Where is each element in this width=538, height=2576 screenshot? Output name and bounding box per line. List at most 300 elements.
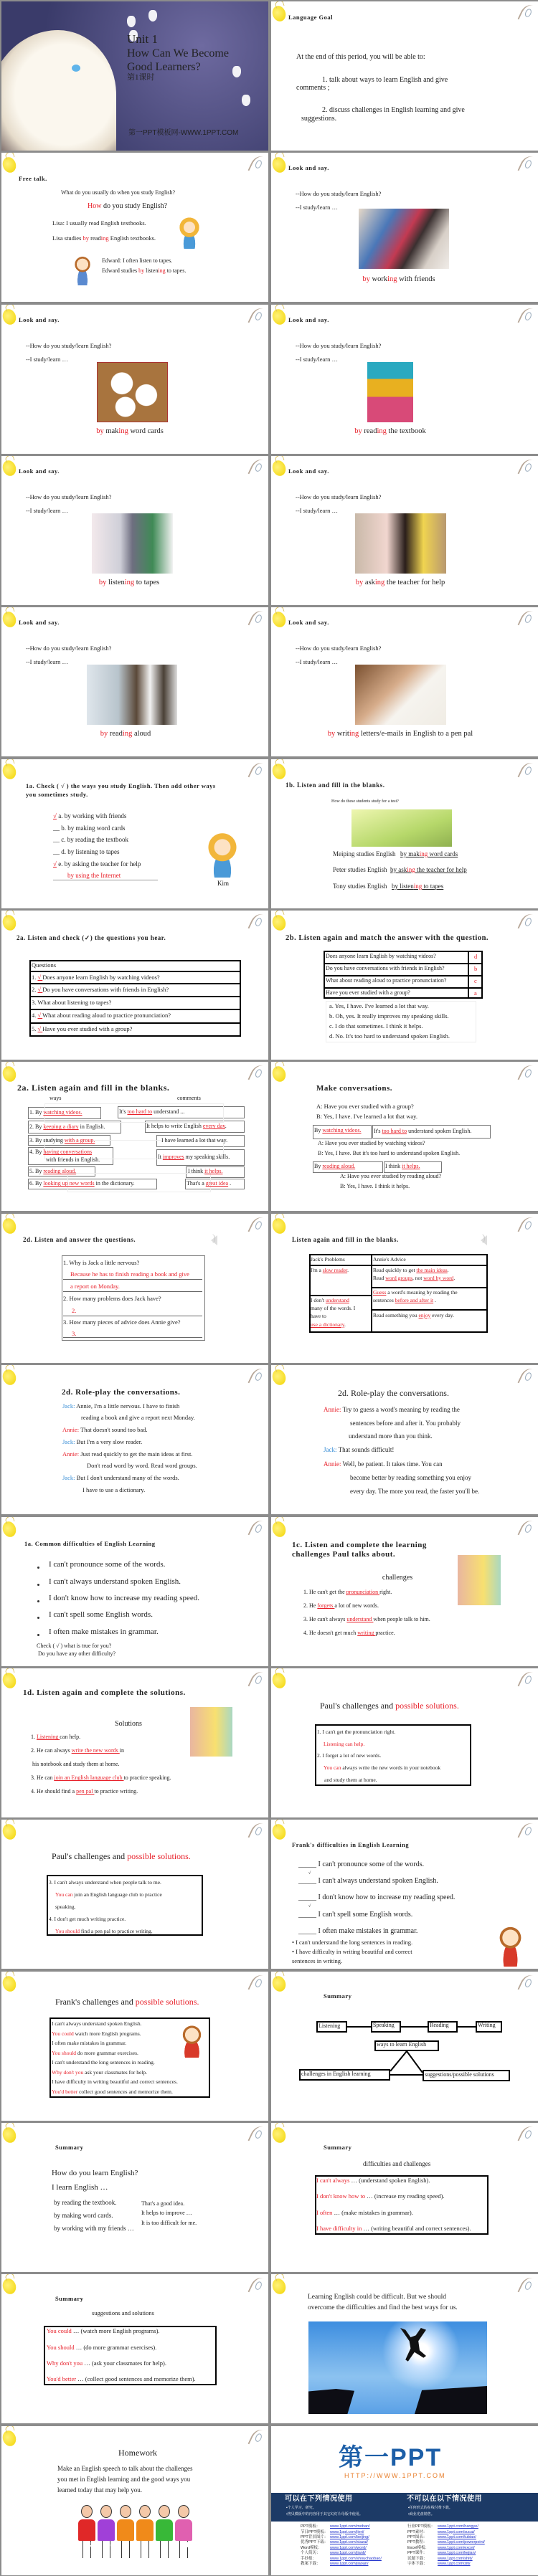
slide-text: --How do you study/learn English? [26,493,112,501]
slide-text: ▪任何形式的在线付费下载。 [408,2505,453,2510]
text-segment: Annie: [324,1405,341,1413]
slide-text: d. No. It's too hard to understand spoken English. [329,1032,450,1040]
slide-text: 优秀PPT下载： [301,2540,329,2545]
slide-13 [1,911,268,1060]
text-segment: word groups [385,1274,413,1281]
slide-17 [1,1214,268,1363]
text-segment: 3. He can't always [303,1616,347,1623]
text-segment: aloud [132,729,151,738]
text-segment: … (increase my reading speed). [365,2192,445,2200]
slide-text [474,965,477,972]
text-segment: to practice speaking. [123,1774,171,1782]
bullet-icon [37,1634,39,1636]
lemon-icon [1,762,18,781]
slide-text [392,883,443,890]
slide-text [31,1788,138,1795]
feather-icon [247,1063,268,1085]
slide-text [474,989,477,997]
slide-text [374,1128,471,1135]
slide-text: Lisa: I usually read English textbooks. [52,219,146,227]
slide-title: Look and say. [19,619,60,627]
slide-9 [1,607,268,756]
slide-text: I can't understand the long sentences in reading. [52,2058,155,2066]
text-segment: ing [158,267,166,275]
feather-icon [247,760,268,783]
text-segment: But I don't understand many of the words. [75,1474,179,1482]
text-segment: pen pal [76,1788,95,1795]
speaker-icon[interactable] [211,1235,217,1245]
slide-text: I don't know how to increase my reading speed. [49,1594,200,1603]
slide-text: suggestions. [301,115,337,123]
text-segment: reading aloud. [43,1168,77,1175]
connector-line [29,983,241,984]
slide-text: Solutions [115,1720,142,1728]
text-segment: ing [387,275,397,283]
slide-text: ways [49,1095,62,1102]
connector-line [29,996,241,997]
slide-text [70,1283,120,1290]
slide-text: --How do you study/learn English? [296,190,382,198]
slide-text: 2. How many problems does Jack have? [63,1295,161,1303]
feather-icon [247,2427,268,2450]
text-segment: by [82,234,89,242]
slide-title: 1a. Check ( √ ) the ways you study English. Then add other ways [26,782,216,790]
slide-title: Free talk. [19,175,47,183]
flower-icon [232,66,241,77]
flower-icon [148,10,157,22]
slide-text: ▪拷贝模板中的内容用于其它幻灯片母版中使用。 [286,2511,363,2516]
slide-text: --How do you study/learn English? [296,493,382,501]
text-segment: … (ask your classmates for help). [82,2359,167,2367]
link[interactable]: www.1ppt.com/jiaoan/ [330,2561,369,2566]
slide-text: ▪个人学习、研究。 [286,2505,316,2510]
slide-7 [1,456,268,605]
slide-text: Meiping studies English [333,850,396,857]
feather-icon [517,153,538,176]
slide-text [400,850,458,858]
link[interactable]: www.1ppt.com/jieri/ [330,2529,364,2534]
text-segment: I can't always [316,2177,350,2185]
slide-text [362,275,435,285]
connector-line [29,971,241,972]
slide-text: Listening [318,2023,341,2030]
slide-text: 3. I can't always understand when people talk to me. [49,1878,161,1886]
slide-text: challenges Paul talks about. [292,1550,396,1559]
text-segment: 3. [32,999,38,1007]
text-segment: by [96,427,104,435]
slide-text: __ d. by listening to tapes [53,847,120,855]
slide-text [52,2069,147,2076]
text-segment: It's [119,1108,128,1116]
text-segment: ask [363,578,375,586]
slide-23 [1,1668,268,1817]
text-segment: ask your classmates for help. [83,2068,147,2076]
slide-text: many of the words. I [311,1304,356,1311]
text-segment: Do you have conversations with friends in English? [42,986,169,994]
photo-book [367,362,413,422]
slide-34 [271,2426,538,2575]
slide-text [53,860,141,868]
connector-line [63,1279,202,1280]
text-segment: You could [52,2030,74,2037]
text-segment: Read [373,1274,386,1281]
slide-text: PPT模板： [301,2524,321,2529]
text-segment: But I'm a very slow reader. [75,1438,143,1446]
feather-icon [517,760,538,783]
slide-text: • I can't understand the long sentences in reading. [292,1939,413,1947]
slide-title: 2d. Role-play the conversations. [338,1387,449,1398]
speaker-icon[interactable] [481,1235,487,1245]
slide-text [29,1180,135,1187]
slide-text: I can't pronounce some of the words. [49,1560,166,1569]
text-segment: enjoy [418,1311,431,1318]
text-segment: letters/e-mails in English to a pen pal [359,729,473,738]
feather-icon [247,608,268,631]
link[interactable]: www.1ppt.com/shiti/ [438,2556,473,2561]
slide-title: Frank's difficulties in English Learning [292,1841,410,1849]
text-segment: the teacher for help [384,578,445,586]
text-segment: What about listening to tapes? [37,999,112,1007]
text-segment: Have you ever studied with a group? [42,1025,133,1033]
connector-line [324,963,483,964]
link[interactable]: www.1ppt.com/beijing/ [330,2534,369,2539]
text-segment: It [158,1154,163,1161]
text-segment: in English. [78,1123,105,1131]
slide-text: • I have difficulty in writing beautiful and correct [292,1948,412,1956]
slide-text: b. Oh, yes. It really improves my speaking skills. [329,1012,449,1020]
slide-text: have to [311,1312,326,1319]
slide-1 [1,1,268,151]
text-segment: right. [379,1589,392,1596]
connector-line [458,2026,476,2028]
slide-text [29,1109,82,1116]
lemon-icon [1,156,18,175]
lemon-icon [271,2126,288,2145]
slide-text: Edward: I often listen to tapes. [102,257,173,265]
text-segment: Frank's challenges and [55,1996,136,2007]
link[interactable]: www.1ppt.com/kejian/ [438,2551,476,2556]
slide-text: understand more than you think. [349,1432,433,1440]
slide-text [99,579,159,588]
text-segment: √ [37,1012,43,1020]
lemon-icon [1,1822,18,1842]
text-segment: ing [374,578,385,586]
link[interactable]: www.1ppt.com/sucai/ [438,2529,475,2534]
lemon-icon [1,1520,18,1539]
text-segment: ing [124,578,135,586]
slide-title: Look and say. [288,316,329,324]
lemon-icon [1,308,18,327]
slide-19 [1,1365,268,1514]
text-segment: You can [55,1891,73,1898]
text-segment: looking up new words [43,1180,95,1187]
slide-text: 节日PPT模板： [301,2529,329,2534]
lemon-icon [271,1065,288,1084]
slide-text: _____ I often make mistakes in grammar. [298,1927,418,1935]
slide-21 [1,1517,268,1666]
slide-8 [271,456,538,605]
feather-icon [517,2124,538,2147]
slide-22 [271,1517,538,1666]
slide-text [324,1460,443,1468]
slide-text: S [86,2541,92,2550]
slide-text: 3. How many pieces of advice does Annie give? [63,1318,181,1326]
text-segment: write the new words [71,1747,120,1754]
link[interactable]: www.1ppt.com/jianli/ [330,2551,366,2556]
text-segment: , not [412,1274,424,1281]
lemon-icon [1,1368,18,1387]
text-segment: read [108,729,123,738]
slide-title: 2d. Role-play the conversations. [62,1388,181,1397]
slide-text: What about reading aloud to practice pronunciation? [326,977,447,984]
text-segment: 4. By [29,1149,44,1156]
slide-title: 2a. Listen again and fill in the blanks. [17,1082,170,1093]
text-segment: 3. By studying [29,1137,65,1144]
slide-title: Summary [324,2144,352,2152]
link[interactable]: www.1ppt.com/powerpoint/ [438,2540,485,2545]
slide-text: I learn English … [52,2183,108,2192]
slide-text: 字体下载： [407,2561,428,2566]
slide-text [314,1127,362,1134]
slide-5 [1,305,268,454]
text-segment: 3. [72,1330,77,1338]
connector-line [372,1287,488,1288]
connector-line [390,2074,423,2076]
feather-icon [517,1669,538,1692]
slide-text [62,1438,142,1445]
kid-shirt [117,2519,134,2541]
link[interactable]: www.1ppt.com/word/ [330,2545,367,2550]
slide-text [354,427,425,437]
slide-text [474,953,477,960]
text-segment: slow reader [322,1266,348,1273]
text-segment: . [225,1123,227,1130]
text-segment: it helps. [402,1163,420,1170]
lemon-icon [271,2277,288,2296]
text-segment: It's [374,1128,382,1135]
slide-12 [271,759,538,908]
slide-text [324,1406,460,1414]
slide-text [188,1168,222,1175]
text-segment: pronunciation [346,1589,380,1596]
slide-27 [1,1972,268,2121]
text-segment: by listen [392,882,414,890]
feather-icon [517,1063,538,1085]
slide-text: ▪商业光盘销售。 [408,2511,435,2516]
feather-icon [517,911,538,934]
text-segment: word by word [423,1274,454,1281]
text-segment: You can [324,1764,341,1771]
text-segment: 2. [72,1307,77,1315]
link[interactable]: www.1ppt.com/shouchaobao/ [330,2556,382,2561]
slide-16 [271,1062,538,1211]
text-segment: Jack: [62,1474,75,1482]
feather-icon [517,2,538,25]
slide-text: Excel模板： [407,2545,429,2550]
slide-text [62,1474,179,1481]
slide-text: A: Have you ever studied by reading aloud? [340,1173,442,1180]
slide-text: with friends in English. [46,1156,100,1164]
slide-text: --How do you study/learn English? [296,645,382,652]
text-segment: collect good sentences and memorize them. [77,2088,173,2095]
connector-line [372,1309,488,1311]
slide-text: 第1课时 [127,73,155,82]
slide-text [311,1297,349,1303]
slide-text: e [144,2541,149,2550]
text-segment: watching videos. [322,1127,362,1134]
lemon-icon [1,1065,18,1084]
slide-text: c. I do that sometimes. I think it helps. [329,1022,423,1030]
slide-text: reading a book and give a report next Monday. [81,1414,195,1422]
text-segment: . [228,1180,232,1187]
slide-title: Homework [118,2447,157,2458]
feather-icon [247,1518,268,1541]
feather-icon [517,1820,538,1843]
slide-text [474,977,477,984]
text-segment: possible solutions. [135,1996,199,2007]
slide-31 [1,2274,268,2423]
text-segment: my speaking skills. [184,1154,230,1161]
feather-icon [517,1972,538,1995]
lemon-icon [1,2126,18,2145]
slide-text: _____ I can't always understand spoken English. [298,1877,438,1885]
slide-10 [271,607,538,756]
lemon-icon [1,1217,18,1236]
text-segment: √ [37,986,43,994]
lemon-icon [271,1671,288,1691]
slide-text: 第一PPT模板网-WWW.1PPT.COM [128,129,239,137]
bullet-icon [37,1567,39,1569]
text-segment: √ [37,1025,43,1033]
slide-text [373,1312,454,1318]
slide-text [53,812,126,820]
lemon-icon [271,1974,288,1994]
text-segment: 6. By [29,1180,44,1187]
link[interactable]: www.1ppt.com/moban/ [330,2524,370,2529]
link[interactable]: www.1ppt.com/tubiao/ [438,2534,476,2539]
kid-head [100,2505,112,2518]
feather-icon [517,608,538,631]
slide-text: --I study/learn … [26,658,69,666]
text-segment: ing [377,427,387,435]
feather-icon [247,911,268,934]
slide-text: 手抄报： [301,2556,317,2561]
bullet-icon [37,1584,39,1586]
slide-text: e [125,2541,130,2550]
text-segment: Annie: [324,1460,341,1468]
slide-text: PPT课件： [407,2551,428,2556]
text-segment: Jack: [324,1445,337,1453]
slide-15 [1,1062,268,1211]
text-segment: the textbook [386,427,426,435]
text-segment: to practice writing. [94,1788,138,1795]
text-segment: mak [103,427,119,435]
text-segment: √ [53,812,57,819]
kid-shirt [98,2519,115,2541]
text-segment: What about reading aloud to practice pronunciation? [42,1012,171,1020]
slide-text: speaking. [55,1903,76,1910]
slide-text [72,1330,76,1337]
slide-20 [271,1365,538,1514]
text-segment: Edward studies [102,267,139,275]
slide-text: Have you ever studied with a group? [326,989,410,997]
link[interactable]: www.1ppt.com/excel/ [438,2545,475,2550]
slide-text [303,1630,395,1637]
cliff-silhouette [415,2386,487,2414]
slide-text [311,1321,346,1328]
text-segment: I have difficulty in [316,2225,362,2233]
text-segment: That doesn't sound too bad. [79,1426,148,1434]
slide-text: I have learned a lot that way. [161,1137,228,1144]
text-segment: possible solutions. [127,1850,191,1861]
slide-title: Language Goal [288,14,333,22]
slide-text: It is too difficult for me. [141,2220,197,2227]
text-segment: Just read quickly to get the main ideas at first. [79,1450,193,1458]
text-segment: it helps. [204,1168,223,1175]
slide-text: suggestions/possible solutions [425,2071,494,2078]
slide-text: What do you usually do when you study English? [61,189,176,196]
text-segment: reading aloud. [322,1163,356,1170]
slide-2 [271,1,538,151]
text-segment: by ask [390,865,407,873]
slide-text [62,1402,179,1410]
slide-text [158,1154,230,1161]
text-segment: Does anyone learn English by watching videos? [42,974,160,982]
slide-text: Peter studies English [333,865,387,873]
text-segment: √ [53,860,57,868]
slide-text: overcome the difficulties and find the best ways for us. [308,2304,458,2312]
slide-text: --I study/learn … [296,507,339,515]
text-segment: practice. [375,1630,395,1637]
slide-text: It helps to improve … [141,2210,192,2217]
link[interactable]: www.1ppt.com/ziti/ [438,2561,471,2566]
text-segment: Listening can help. [324,1740,365,1747]
photo-cards [97,362,168,422]
text-segment: Read quickly to get [373,1266,417,1273]
connector-line [63,1337,202,1338]
text-segment: Jack: [62,1438,75,1446]
feather-icon [247,2275,268,2298]
text-segment: Paul's challenges and [320,1700,396,1711]
slide-text [303,1589,392,1596]
slide-text [356,579,445,588]
photo-girl [176,216,203,249]
slide-title: 1b. Listen and fill in the blanks. [285,781,385,789]
slide-text: _____ I can't pronounce some of the words. [298,1860,425,1868]
text-segment: … (understand spoken English). [349,2177,430,2185]
text-segment: join an English language club to practice [72,1891,162,1898]
slide-text [303,1616,430,1623]
lemon-icon [1,913,18,933]
slide-text [29,1168,76,1175]
slide-text: PPT素材： [407,2529,428,2534]
slide-text: __ c. by reading the textbook [53,835,128,843]
slide-text: Good Learners? [127,60,201,73]
slide-text [324,1741,364,1747]
kid-head [120,2505,131,2518]
text-segment: 1. By [29,1109,44,1116]
link[interactable]: www.1ppt.com/hangye/ [438,2524,478,2529]
link[interactable]: www.1ppt.com/xiazai/ [330,2540,368,2545]
slide-text: Tony studies English [333,882,387,890]
slide-text [96,427,164,437]
slide-text: Word模板： [301,2545,322,2550]
text-segment: the main ideas [416,1266,448,1273]
text-segment: How [88,202,102,210]
lemon-icon [271,1520,288,1539]
text-segment: You should [55,1927,80,1934]
lemon-icon [1,2429,18,2448]
